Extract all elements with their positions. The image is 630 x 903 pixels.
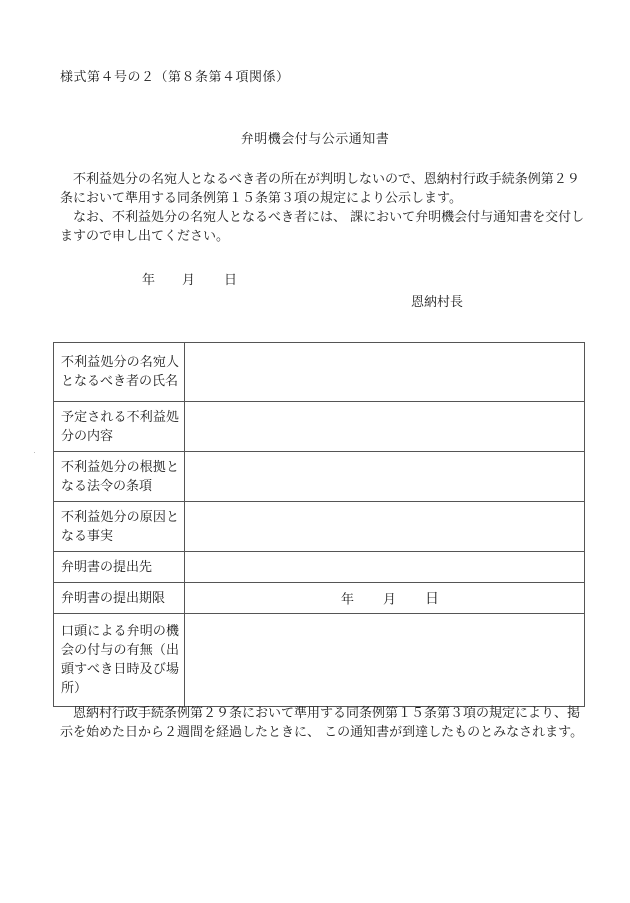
- row-label-recipient-name: 不利益処分の名宛人となるべき者の氏名: [54, 343, 185, 402]
- row-label-disposition-content: 予定される不利益処分の内容: [54, 402, 185, 452]
- row-label-oral-hearing: 口頭による弁明の機会の付与の有無（出頭すべき日時及び場所）: [54, 614, 185, 707]
- row-value-disposition-content: [185, 402, 585, 452]
- date-day-label: 日: [224, 273, 238, 288]
- notice-paragraph-1: 不利益処分の名宛人となるべき者の所在が判明しないので、恩納村行政手続条例第２９条において準用する同条例第１５条第３項の規定により公示します。: [60, 172, 580, 206]
- row-value-oral-hearing: [185, 614, 585, 707]
- row-value-recipient-name: [185, 343, 585, 402]
- document-title: 弁明機会付与公示通知書: [240, 132, 390, 147]
- scan-speck: [34, 452, 35, 453]
- row-value-submission-destination: [185, 552, 585, 583]
- row-label-submission-destination: 弁明書の提出先: [54, 552, 185, 583]
- notice-details-table: [53, 342, 585, 707]
- table-row: [54, 343, 585, 402]
- table-row: [54, 614, 585, 707]
- row-label-cause-facts: 不利益処分の原因となる事実: [54, 502, 185, 552]
- table-row: [54, 452, 585, 502]
- row-label-legal-basis: 不利益処分の根拠となる法令の条項: [54, 452, 185, 502]
- deadline-day-label: 日: [425, 591, 439, 607]
- signer-name: 恩納村長: [411, 295, 464, 310]
- row-value-submission-deadline: [185, 583, 585, 614]
- row-label-submission-deadline: 弁明書の提出期限: [54, 583, 185, 614]
- footer-note: 恩納村行政手続条例第２９条において準用する同条例第１５条第３項の規定により、掲示を始めた日から２週間を経過したときに、 この通知書が到達したものとみなされます。: [60, 706, 584, 740]
- deadline-month-label: 月: [383, 592, 397, 608]
- date-year-label: 年: [142, 273, 156, 288]
- table-row: [54, 402, 585, 452]
- form-number: 様式第４号の２（第８条第４項関係）: [60, 70, 290, 85]
- table-row: [54, 583, 585, 614]
- table-row: [54, 502, 585, 552]
- date-month-label: 月: [182, 273, 196, 288]
- row-value-cause-facts: [185, 502, 585, 552]
- deadline-year-label: 年: [341, 592, 355, 608]
- date-line: [142, 269, 237, 288]
- notice-paragraph-2: なお、不利益処分の名宛人となるべき者には、 課において弁明機会付与通知書を交付しますので申し出てください。: [60, 210, 585, 244]
- row-value-legal-basis: [185, 452, 585, 502]
- table-row: [54, 552, 585, 583]
